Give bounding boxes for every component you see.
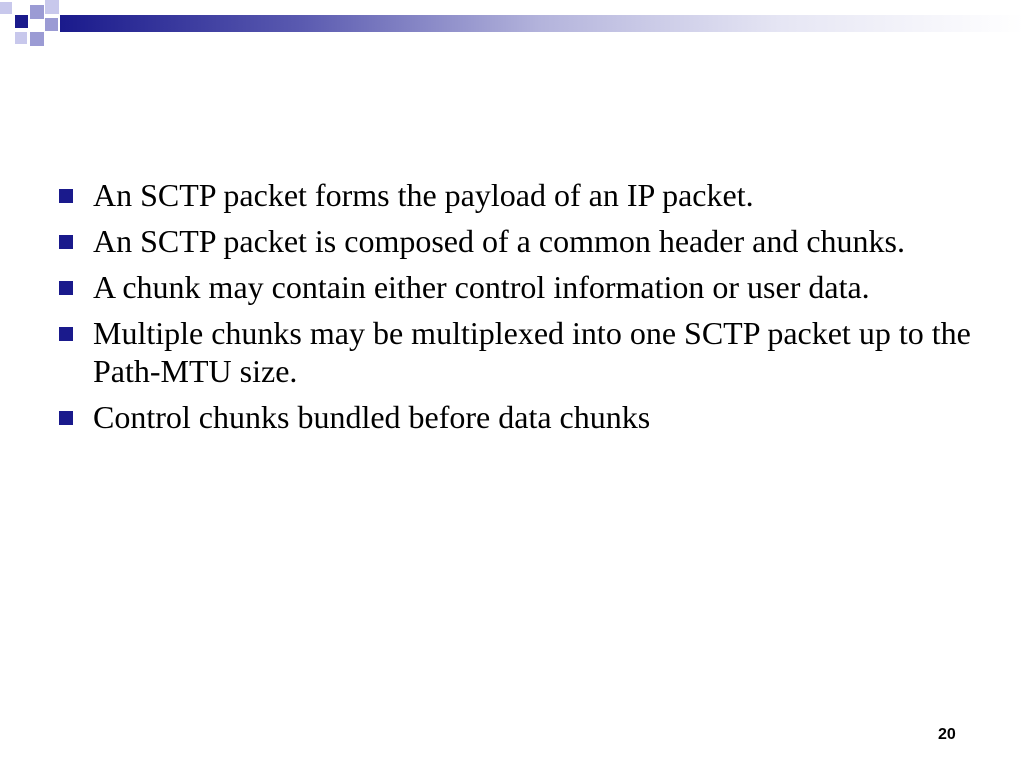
square-bullet-icon — [59, 281, 73, 295]
bullet-text: Control chunks bundled before data chunks — [93, 399, 651, 435]
bullet-text: A chunk may contain either control information or user data. — [93, 269, 870, 305]
logo-square-light — [0, 2, 12, 14]
bullet-item — [0, 268, 1024, 306]
header-gradient-bar — [60, 15, 1024, 32]
logo-square-light — [45, 0, 59, 14]
bullet-text: An SCTP packet is composed of a common header and chunks. — [93, 223, 905, 259]
logo-square-dark — [15, 15, 28, 28]
logo-square-light — [15, 32, 27, 44]
logo-square-light — [30, 32, 44, 46]
square-bullet-icon — [59, 411, 73, 425]
bullet-item — [0, 222, 1024, 260]
bullet-item — [0, 314, 1024, 390]
bullet-text: An SCTP packet forms the payload of an IP packet. — [93, 177, 754, 213]
bullet-item — [0, 176, 1024, 214]
logo-square-light — [45, 18, 58, 31]
square-bullet-icon — [59, 327, 73, 341]
square-bullet-icon — [59, 235, 73, 249]
bullet-item — [0, 398, 1024, 436]
bullet-list — [0, 176, 1024, 444]
square-bullet-icon — [59, 189, 73, 203]
logo-square-light — [30, 5, 44, 19]
bullet-text: Multiple chunks may be multiplexed into one SCTP packet up to the Path-MTU size. — [93, 315, 971, 389]
page-number: 20 — [938, 726, 956, 743]
